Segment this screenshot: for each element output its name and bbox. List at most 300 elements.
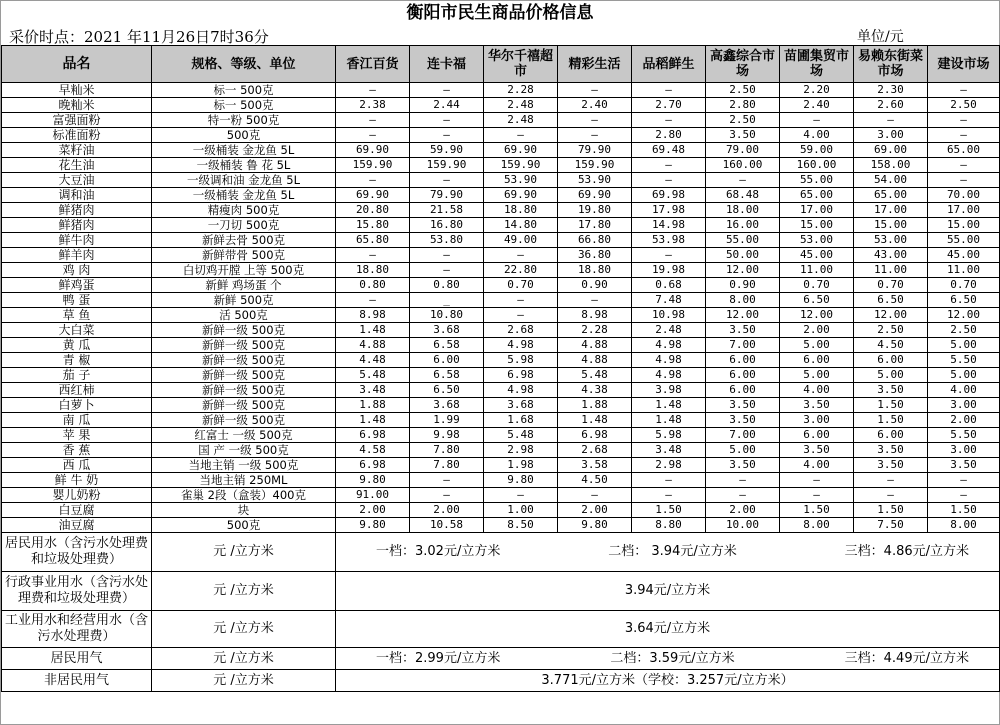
price-cell: 3.50 [854,458,928,473]
price-cell: 6.00 [410,353,484,368]
price-cell: — [928,488,1000,503]
table-row [2,458,1000,473]
price-cell: 3.50 [706,128,780,143]
price-cell: 0.80 [336,278,410,293]
price-cell: 158.00 [854,158,928,173]
price-cell: — [632,158,706,173]
price-cell: — [336,128,410,143]
price-cell: 53.00 [780,233,854,248]
price-cell: 4.58 [336,443,410,458]
price-cell: 2.20 [780,83,854,98]
product-spec: 特一粉 500克 [152,113,336,128]
price-cell: 5.48 [558,368,632,383]
price-cell: 6.00 [780,353,854,368]
product-spec: 白切鸡开膛 上等 500克 [152,263,336,278]
price-cell: — [706,173,780,188]
utility-name: 居民用水（含污水处理费和垃圾处理费） [2,533,152,572]
table-row [2,173,1000,188]
product-name: 鸡 肉 [2,263,152,278]
price-cell: 1.88 [336,398,410,413]
price-cell: 69.48 [632,143,706,158]
price-cell: 4.88 [558,353,632,368]
tier-3: 三档：4.49元/立方米 [844,650,969,666]
price-cell: 3.00 [928,443,1000,458]
price-cell: 18.80 [336,263,410,278]
price-cell: 1.99 [410,413,484,428]
price-cell: 5.00 [780,368,854,383]
table-row [2,503,1000,518]
product-name: 南 瓜 [2,413,152,428]
utility-unit: 元 /立方米 [152,648,336,670]
table-row [2,143,1000,158]
price-cell: 17.00 [780,203,854,218]
price-cell: 6.58 [410,368,484,383]
table-row [2,218,1000,233]
price-cell: 5.48 [336,368,410,383]
price-cell: 49.00 [484,233,558,248]
price-cell: — [632,113,706,128]
col-header-market: 建设市场 [928,46,1000,83]
product-name: 鲜猪肉 [2,218,152,233]
price-cell: 11.00 [854,263,928,278]
price-cell: 2.68 [484,323,558,338]
price-cell: 6.98 [336,428,410,443]
price-cell: 4.50 [558,473,632,488]
price-cell: — [928,473,1000,488]
utility-unit: 元 /立方米 [152,670,336,692]
price-cell: 54.00 [854,173,928,188]
unit-label: 单位/元 [857,29,904,45]
price-cell: 1.50 [854,503,928,518]
price-cell: 69.98 [632,188,706,203]
price-cell: 69.90 [484,188,558,203]
price-cell: 8.50 [484,518,558,533]
price-cell: 11.00 [780,263,854,278]
price-cell: 1.88 [558,398,632,413]
price-cell: — [706,488,780,503]
header-row [2,46,1000,83]
price-cell: — [558,113,632,128]
product-name: 鲜鸡蛋 [2,278,152,293]
price-cell: 6.00 [854,353,928,368]
price-cell: 0.70 [928,278,1000,293]
price-cell: — [780,488,854,503]
table-row [2,293,1000,308]
price-cell: 2.38 [336,98,410,113]
product-name: 富强面粉 [2,113,152,128]
price-cell: 159.90 [410,158,484,173]
price-cell: 1.48 [632,398,706,413]
price-cell: 7.00 [706,428,780,443]
table-row [2,203,1000,218]
price-cell: 3.50 [706,413,780,428]
tier-2: 二档：3.59元/立方米 [610,650,735,666]
price-cell: — [854,488,928,503]
product-name: 大豆油 [2,173,152,188]
price-cell: 6.00 [854,428,928,443]
product-spec: 新鲜一级 500克 [152,383,336,398]
utility-tiers [336,648,1000,670]
price-cell: 5.00 [854,368,928,383]
product-name: 西红柿 [2,383,152,398]
price-cell: — [854,473,928,488]
price-cell: — [410,113,484,128]
price-cell: — [558,83,632,98]
price-cell: 5.00 [780,338,854,353]
table-row [2,83,1000,98]
price-cell: 3.50 [706,458,780,473]
price-cell: 19.80 [558,203,632,218]
product-spec: 雀巢 2段（盒装）400克 [152,488,336,503]
price-cell: 5.98 [484,353,558,368]
product-spec: 活 500克 [152,308,336,323]
price-cell: 8.80 [632,518,706,533]
table-row [2,383,1000,398]
price-cell: _ [410,293,484,308]
price-cell: — [632,248,706,263]
price-cell: — [336,248,410,263]
price-cell: 79.00 [706,143,780,158]
product-spec: 一级调和油 金龙鱼 5L [152,173,336,188]
price-cell: 4.00 [928,383,1000,398]
price-cell: 69.90 [336,188,410,203]
product-spec: 新鲜一级 500克 [152,398,336,413]
price-cell: — [706,473,780,488]
price-cell: 7.48 [632,293,706,308]
price-cell: 18.80 [484,203,558,218]
utility-unit: 元 /立方米 [152,572,336,611]
product-name: 鲜牛肉 [2,233,152,248]
price-cell: 7.50 [854,518,928,533]
price-cell: 7.80 [410,443,484,458]
price-cell: 12.00 [854,308,928,323]
price-cell: 3.68 [410,398,484,413]
price-cell: 6.98 [336,458,410,473]
price-cell: — [410,248,484,263]
price-cell: 65.00 [928,143,1000,158]
price-cell: — [484,308,558,323]
table-row [2,158,1000,173]
price-cell: 3.50 [854,383,928,398]
price-cell: 43.00 [854,248,928,263]
price-cell: 10.98 [632,308,706,323]
price-cell: 3.98 [632,383,706,398]
price-cell: 160.00 [780,158,854,173]
table-row [2,353,1000,368]
product-spec: 500克 [152,128,336,143]
price-cell: 4.00 [780,458,854,473]
price-cell: — [484,248,558,263]
price-cell: — [928,158,1000,173]
price-cell: 0.70 [780,278,854,293]
price-cell: 91.00 [336,488,410,503]
price-cell: 0.70 [854,278,928,293]
price-cell: 45.00 [928,248,1000,263]
product-name: 青 椒 [2,353,152,368]
price-cell: 65.80 [336,233,410,248]
price-cell: 2.00 [410,503,484,518]
price-cell: 7.80 [410,458,484,473]
price-cell: 21.58 [410,203,484,218]
price-cell: 10.80 [410,308,484,323]
utility-unit: 元 /立方米 [152,611,336,648]
product-name: 鸭 蛋 [2,293,152,308]
product-name: 鲜羊肉 [2,248,152,263]
table-row [2,188,1000,203]
price-cell: 1.48 [336,413,410,428]
col-header-name: 品名 [2,46,152,83]
price-cell: 55.00 [706,233,780,248]
price-cell: 2.50 [706,83,780,98]
price-cell: 1.98 [484,458,558,473]
price-cell: 3.58 [558,458,632,473]
price-cell: 2.44 [410,98,484,113]
page-title: 衡阳市民生商品价格信息 [406,3,594,23]
price-cell: 69.00 [854,143,928,158]
price-cell: — [410,173,484,188]
price-cell: — [558,488,632,503]
price-cell: 12.00 [780,308,854,323]
price-cell: 4.98 [484,383,558,398]
price-cell: 2.60 [854,98,928,113]
price-cell: 6.00 [780,428,854,443]
price-cell: 18.80 [558,263,632,278]
utility-row [2,670,1000,692]
utility-row [2,648,1000,670]
product-spec: 一级桶装 金龙鱼 5L [152,143,336,158]
price-cell: 3.68 [410,323,484,338]
product-spec: 标一 500克 [152,98,336,113]
product-name: 黄 瓜 [2,338,152,353]
product-spec: 新鲜 500克 [152,293,336,308]
price-cell: 2.48 [632,323,706,338]
utility-name: 非居民用气 [2,670,152,692]
price-cell: 69.90 [558,188,632,203]
price-cell: — [632,83,706,98]
price-cell: 1.68 [484,413,558,428]
tier-1: 一档：3.02元/立方米 [376,544,501,559]
product-name: 调和油 [2,188,152,203]
product-name: 香 蕉 [2,443,152,458]
price-cell: 2.50 [854,323,928,338]
table-row [2,233,1000,248]
price-cell: 159.90 [336,158,410,173]
product-spec: 红富士 一级 500克 [152,428,336,443]
price-cell: 8.98 [336,308,410,323]
product-spec: 一刀切 500克 [152,218,336,233]
col-header-market: 高鑫综合市 场 [706,46,780,83]
price-cell: 10.00 [706,518,780,533]
price-cell: — [484,293,558,308]
price-cell: — [632,473,706,488]
price-cell: 0.90 [706,278,780,293]
table-row [2,263,1000,278]
price-cell: 2.98 [632,458,706,473]
price-cell: — [854,113,928,128]
price-cell: 4.00 [780,383,854,398]
product-spec: 新鲜 鸡场蛋 个 [152,278,336,293]
col-header-market: 易赖东街菜市场 [854,46,928,83]
table-row [2,368,1000,383]
tier-2: 二档： 3.94元/立方米 [608,544,737,559]
price-cell: — [410,488,484,503]
price-cell: 2.80 [632,128,706,143]
table-row [2,338,1000,353]
price-cell: 1.50 [854,413,928,428]
price-cell: 8.00 [780,518,854,533]
price-cell: 6.00 [706,368,780,383]
product-spec: 当地主销 一级 500克 [152,458,336,473]
table-row [2,98,1000,113]
utility-value: 3.771元/立方米（学校：3.257元/立方米） [336,670,1000,692]
utility-row [2,611,1000,648]
col-header-store: 精彩生活 [558,46,632,83]
price-cell: 1.50 [780,503,854,518]
product-name: 晚籼米 [2,98,152,113]
price-cell: 5.00 [928,368,1000,383]
price-cell: — [484,488,558,503]
price-cell: 3.68 [484,398,558,413]
price-cell: 10.58 [410,518,484,533]
price-cell: 1.00 [484,503,558,518]
price-cell: 1.50 [854,398,928,413]
product-spec: 一级桶装 鲁 花 5L [152,158,336,173]
price-cell: 4.98 [632,368,706,383]
table-row [2,518,1000,533]
price-cell: 3.00 [780,413,854,428]
table-row [2,128,1000,143]
table-row [2,113,1000,128]
price-cell: — [632,488,706,503]
table-row [2,428,1000,443]
product-name: 白豆腐 [2,503,152,518]
price-cell: 3.00 [854,128,928,143]
price-cell: — [780,473,854,488]
price-cell: 9.80 [484,473,558,488]
price-cell: 3.48 [632,443,706,458]
table-row [2,308,1000,323]
price-cell: 4.98 [632,353,706,368]
price-cell: 2.48 [484,113,558,128]
price-cell: 6.98 [558,428,632,443]
price-cell: — [410,473,484,488]
price-cell: 4.50 [854,338,928,353]
price-cell: 6.58 [410,338,484,353]
price-cell: 11.00 [928,263,1000,278]
price-cell: 3.50 [928,458,1000,473]
price-cell: — [928,113,1000,128]
price-cell: 7.00 [706,338,780,353]
product-spec: 新鲜带骨 500克 [152,248,336,263]
product-name: 花生油 [2,158,152,173]
price-cell: 6.50 [928,293,1000,308]
price-cell: 8.00 [928,518,1000,533]
price-cell: 69.90 [484,143,558,158]
price-cell: 2.00 [780,323,854,338]
price-cell: — [928,128,1000,143]
price-cell: 0.90 [558,278,632,293]
product-name: 菜籽油 [2,143,152,158]
price-cell: 2.00 [706,503,780,518]
price-cell: 5.00 [928,338,1000,353]
price-cell: 6.98 [484,368,558,383]
price-cell: 16.80 [410,218,484,233]
price-cell: 5.98 [632,428,706,443]
product-spec: 块 [152,503,336,518]
price-cell: 15.80 [336,218,410,233]
price-cell: 3.48 [336,383,410,398]
price-cell: — [336,173,410,188]
table-row [2,278,1000,293]
price-cell: 3.50 [706,323,780,338]
price-cell: 2.00 [928,413,1000,428]
price-cell: 22.80 [484,263,558,278]
price-cell: 70.00 [928,188,1000,203]
price-cell: 16.00 [706,218,780,233]
price-cell: 0.68 [632,278,706,293]
price-cell: 4.38 [558,383,632,398]
price-cell: 3.50 [780,398,854,413]
price-cell: — [558,293,632,308]
price-cell: 9.80 [336,518,410,533]
utility-unit: 元 /立方米 [152,533,336,572]
price-cell: 65.00 [854,188,928,203]
utility-name: 居民用气 [2,648,152,670]
product-spec: 一级桶装 金龙鱼 5L [152,188,336,203]
price-cell: 5.00 [706,443,780,458]
price-cell: — [928,173,1000,188]
price-cell: 2.68 [558,443,632,458]
table-row [2,473,1000,488]
product-spec: 精瘦肉 500克 [152,203,336,218]
product-spec: 新鲜去骨 500克 [152,233,336,248]
price-cell: 2.80 [706,98,780,113]
price-cell: 5.48 [484,428,558,443]
price-cell: 68.48 [706,188,780,203]
price-cell: 3.00 [928,398,1000,413]
price-cell: 8.00 [706,293,780,308]
price-cell: 6.50 [780,293,854,308]
price-cell: 59.90 [410,143,484,158]
price-cell: 4.00 [780,128,854,143]
product-name: 鲜猪肉 [2,203,152,218]
price-cell: 2.40 [558,98,632,113]
price-cell: 2.50 [928,98,1000,113]
price-cell: 15.00 [854,218,928,233]
price-cell: 59.00 [780,143,854,158]
price-cell: 50.00 [706,248,780,263]
price-cell: 0.80 [410,278,484,293]
product-spec: 500克 [152,518,336,533]
price-cell: 79.90 [410,188,484,203]
product-spec: 新鲜一级 500克 [152,353,336,368]
price-cell: — [410,128,484,143]
price-cell: 53.98 [632,233,706,248]
price-cell: 2.00 [558,503,632,518]
price-cell: 36.80 [558,248,632,263]
price-cell: 3.50 [780,443,854,458]
price-cell: 2.30 [854,83,928,98]
price-cell: 1.48 [632,413,706,428]
product-spec: 新鲜一级 500克 [152,413,336,428]
col-header-spec: 规格、等级、单位 [152,46,336,83]
price-cell: 159.90 [484,158,558,173]
price-cell: — [928,83,1000,98]
col-header-store: 香江百货 [336,46,410,83]
utility-row [2,533,1000,572]
price-cell: 1.50 [632,503,706,518]
price-cell: 17.80 [558,218,632,233]
